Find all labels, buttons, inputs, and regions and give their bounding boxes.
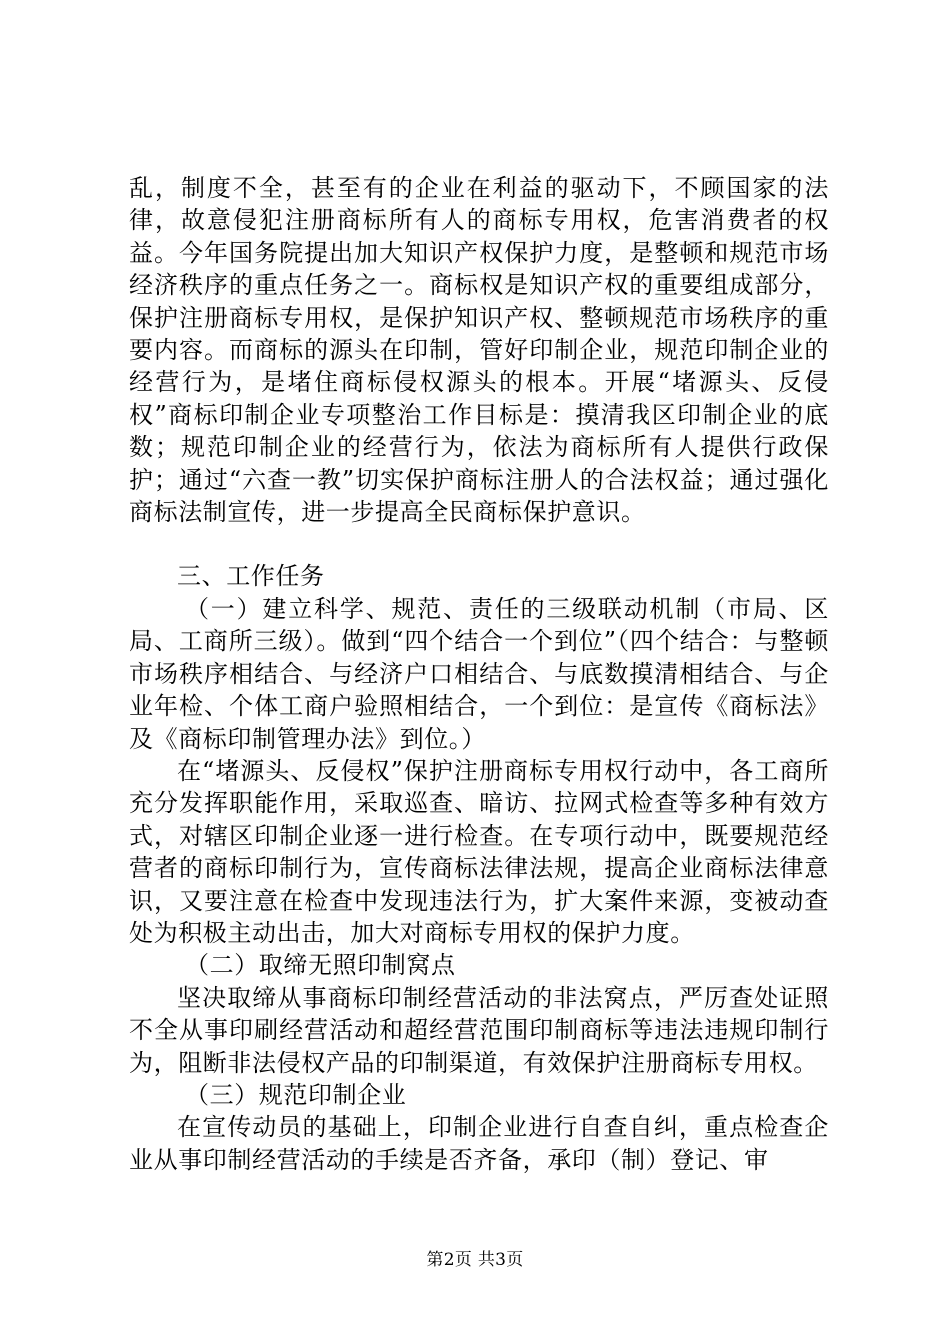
page-number-footer: 第2页 共3页 [426, 1250, 524, 1270]
section-heading-work-tasks: 三、工作任务 [177, 562, 325, 591]
subsection-heading-linkage-mechanism: （一）建立科学、规范、责任的三级联动机制（市局、区局、工商所三级）。做到“四个结合一个到位”（四个结合：与整顿市场秩序相结合、与经济户口相结合、与底数摸清相结合、与企业年检、个体工商户验照相结合，一个到位：是宣传《商标法》及《商标印制管理办法》到位。） [129, 594, 829, 753]
paragraph-intro-continuation: 乱，制度不全，甚至有的企业在利益的驱动下，不顾国家的法律，故意侵犯注册商标所有人的商标专用权，危害消费者的权益。今年国务院提出加大知识产权保护力度，是整顿和规范市场经济秩序的重点任务之一。商标权是知识产权的重要组成部分，保护注册商标专用权，是保护知识产权、整顿规范市场秩序的重要内容。而商标的源头在印制，管好印制企业，规范印制企业的经营行为，是堵住商标侵权源头的根本。开展“堵源头、反侵权”商标印制企业专项整治工作目标是：摸清我区印制企业的底数；规范印制企业的经营行为，依法为商标所有人提供行政保护；通过“六查一教”切实保护商标注册人的合法权益；通过强化商标法制宣传，进一步提高全民商标保护意识。 [129, 174, 829, 527]
paragraph-enforcement-action: 在“堵源头、反侵权”保护注册商标专用权行动中，各工商所充分发挥职能作用，采取巡查、暗访、拉网式检查等多种有效方式，对辖区印制企业逐一进行检查。在专项行动中，既要规范经营者的商标印制行为，宣传商标法律法规，提高企业商标法律意识，又要注意在检查中发现违法行为，扩大案件来源，变被动查处为积极主动出击，加大对商标专用权的保护力度。 [129, 756, 829, 947]
document-body [129, 172, 829, 1176]
subsection-heading-ban-unlicensed: （二）取缔无照印制窝点 [185, 951, 456, 980]
paragraph-ban-unlicensed: 坚决取缔从事商标印制经营活动的非法窝点，严厉查处证照不全从事印刷经营活动和超经营范围印制商标等违法违规印制行为，阻断非法侵权产品的印制渠道，有效保护注册商标专用权。 [129, 983, 829, 1077]
subsection-heading-regulate-printing: （三）规范印制企业 [185, 1080, 407, 1109]
paragraph-regulate-printing: 在宣传动员的基础上，印制企业进行自查自纠，重点检查企业从事印制经营活动的手续是否齐备，承印（制）登记、审 [129, 1113, 829, 1174]
